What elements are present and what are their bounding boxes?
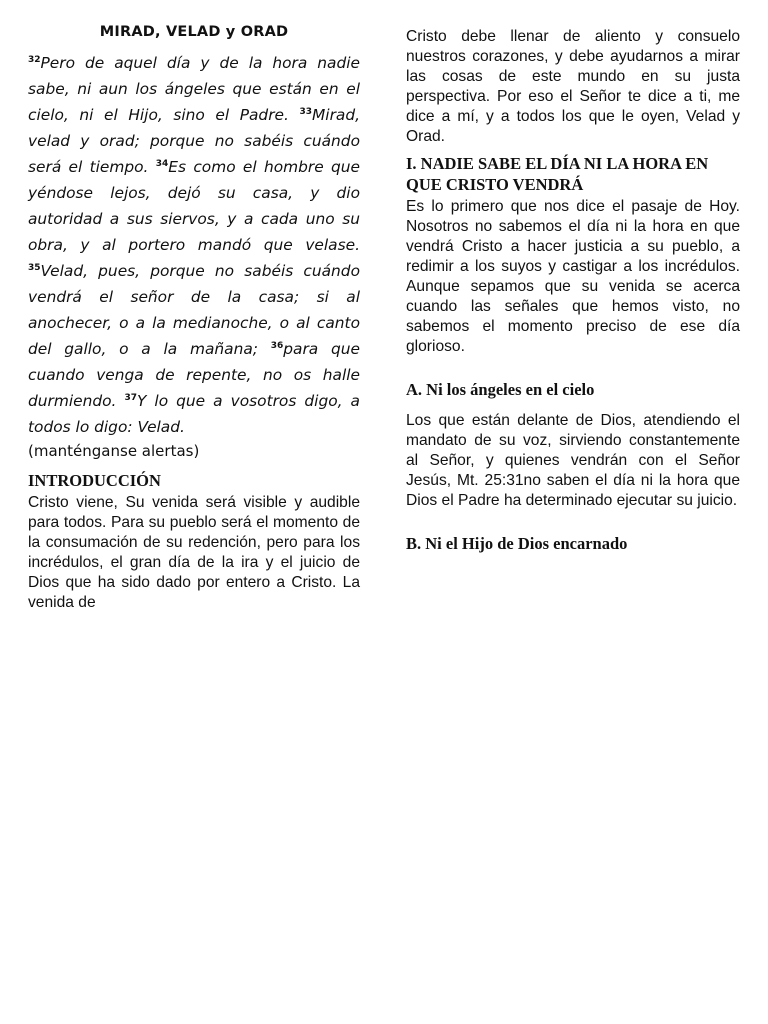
- left-column: [28, 24, 360, 613]
- subsection-a-paragraph: Los que están delante de Dios, atendiendo el mandato de su voz, sirviendo constantemente al Señor, y quienes vendrán con el Señor Jesús, Mt. 25:31no saben el día ni la hora que Dios el Padre ha determinado ejecutar su juicio.: [406, 412, 740, 509]
- scripture-note: (manténganse alertas): [28, 442, 200, 460]
- verse-number: 35: [28, 262, 41, 273]
- subsection-b-heading: B. Ni el Hijo de Dios encarnado: [406, 534, 628, 553]
- document-title: MIRAD, VELAD y ORAD: [99, 24, 289, 40]
- verse-text: para que cuando venga de repente, no os halle durmiendo.: [28, 340, 360, 410]
- verse-text: Pero de aquel día y de la hora nadie sabe, ni aun los ángeles que están en el cielo, ni el Hijo, sino el Padre.: [28, 54, 360, 124]
- intro-paragraph: Cristo viene, Su venida será visible y audible para todos. Para su pueblo será el momento de la consumación de su redención, pero para los incrédulos, el gran día de la ira y el juicio de Dios que ha sido dado por entero a Cristo. La venida de: [28, 494, 360, 611]
- verse-number: 36: [270, 340, 284, 351]
- verse-number: 37: [124, 392, 137, 403]
- verse-number: 33: [299, 106, 313, 117]
- scripture-passage: [28, 50, 360, 440]
- verse-number: 34: [155, 158, 169, 169]
- intro-continuation-paragraph: Cristo debe llenar de aliento y consuelo nuestros corazones, y debe ayudarnos a mirar las cosas de este mundo en su justa perspectiva. Por eso el Señor te dice a ti, me dice a mí, y a todos los que le oyen, Velad y Orad.: [406, 28, 740, 145]
- verse-text: Mirad, velad y orad; porque no sabéis cuándo será el tiempo.: [28, 106, 360, 176]
- right-column: [406, 27, 740, 554]
- intro-heading: INTRODUCCIÓN: [28, 471, 161, 490]
- verse-text: Es como el hombre que yéndose lejos, dejó su casa, y dio autoridad a sus siervos, y a cada uno su obra, y al portero mandó que velase.: [28, 158, 360, 254]
- verse-number: 32: [28, 54, 41, 65]
- section-1-heading: I. NADIE SABE EL DÍA NI LA HORA EN QUE CRISTO VENDRÁ: [406, 154, 709, 194]
- section-1-paragraph: Es lo primero que nos dice el pasaje de Hoy. Nosotros no sabemos el día ni la hora en que vendrá Cristo a hacer justicia a su pueblo, a redimir a los suyos y castigar a los incrédulos. Aunque sepamos que su venida se acerca cuando las señales que hemos visto, no sabemos el momento preciso de ese día glorioso.: [406, 198, 740, 355]
- verse-text: Y lo que a vosotros digo, a todos lo digo: Velad.: [28, 392, 360, 436]
- subsection-a-heading: A. Ni los ángeles en el cielo: [406, 380, 595, 399]
- verse-text: Velad, pues, porque no sabéis cuándo vendrá el señor de la casa; si al anochecer, o a la medianoche, o al canto del gallo, o a la mañana;: [28, 262, 360, 358]
